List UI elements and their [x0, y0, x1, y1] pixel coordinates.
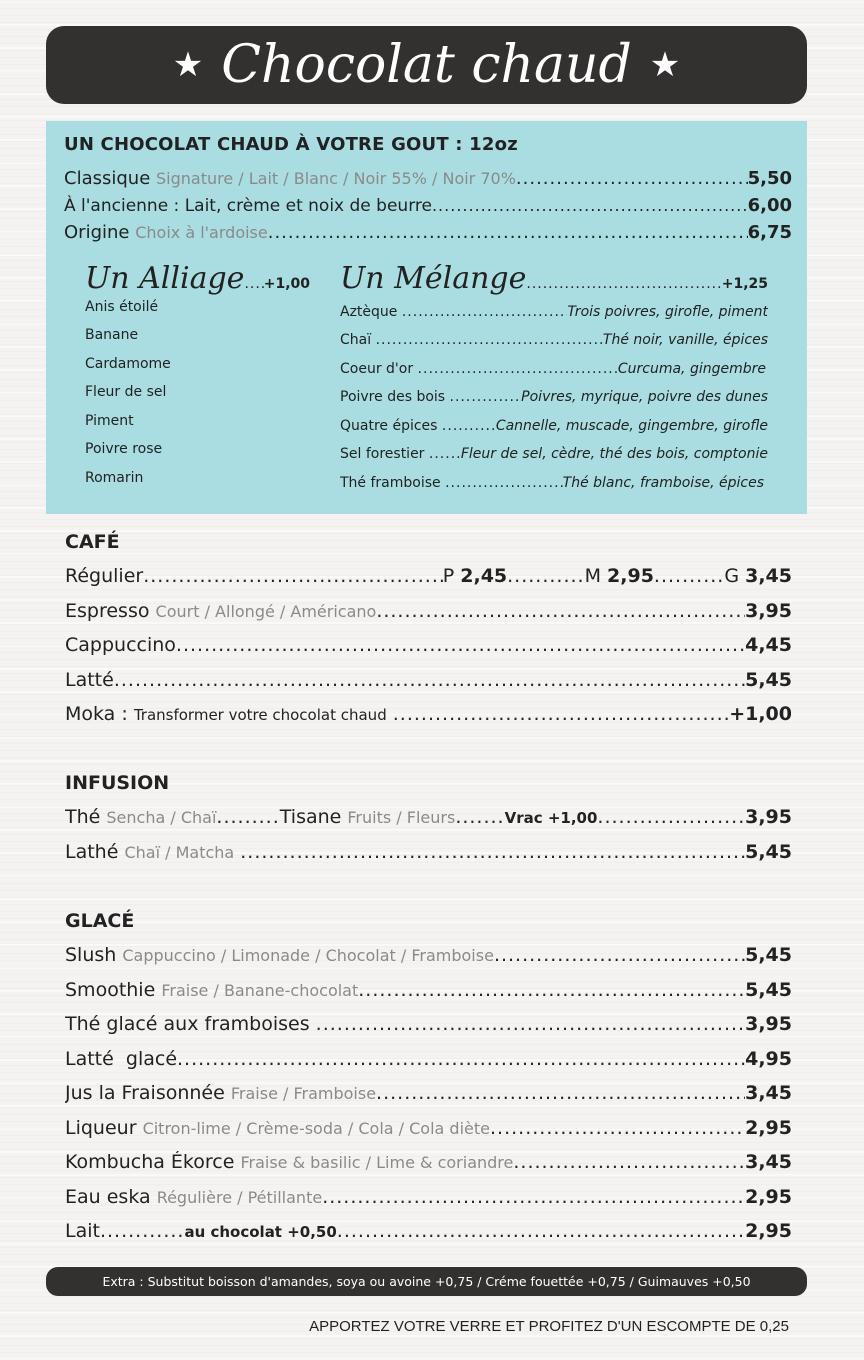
- dot-leader: [445, 475, 563, 491]
- item-options: Fraise & basilic / Lime & coriandre: [240, 1153, 514, 1172]
- dot-leader: ..........: [653, 565, 725, 587]
- item-price: +1,00: [729, 703, 792, 725]
- alliage-price: +1,00: [263, 276, 310, 292]
- menu-item-espresso: [65, 600, 792, 622]
- melange-item: [340, 389, 768, 405]
- item-name: Classique: [64, 168, 151, 189]
- menu-item-smoothie: [65, 979, 792, 1001]
- item-name: Liqueur: [65, 1117, 137, 1139]
- item-name: Kombucha Ékorce: [65, 1151, 235, 1173]
- size-label: G: [724, 565, 740, 587]
- item-price: 4,45: [745, 634, 792, 656]
- dot-leader: [316, 1013, 745, 1035]
- dot-leader: [376, 332, 603, 348]
- dot-leader: [494, 944, 745, 966]
- alliage-header: [85, 261, 310, 296]
- item-options: Fruits / Fleurs: [347, 808, 456, 827]
- dot-leader: [244, 276, 263, 292]
- item-options: Choix à l'ardoise: [135, 223, 268, 242]
- item-options: Fraise / Banane-chocolat: [161, 981, 359, 1000]
- item-options: Régulière / Pétillante: [156, 1188, 323, 1207]
- item-price: 5,45: [745, 944, 792, 966]
- item-name: À l'ancienne : Lait, crème et noix de beurre: [64, 196, 432, 216]
- alliage-title: Un Alliage: [85, 261, 245, 296]
- melange-item: [340, 418, 768, 434]
- item-price: 5,45: [745, 841, 792, 863]
- dot-leader: [240, 841, 745, 863]
- list-item: Cardamome: [85, 356, 171, 372]
- item-name: Slush: [65, 944, 117, 966]
- hot-chocolate-section: [46, 121, 807, 514]
- item-desc: Thé noir, vanille, épices: [602, 332, 768, 348]
- dot-leader: [526, 276, 721, 292]
- item-price: 2,95: [745, 1117, 792, 1139]
- menu-item-slush: [65, 944, 792, 966]
- star-icon: ★: [649, 45, 681, 85]
- item-price: 3,95: [745, 600, 792, 622]
- item-name: Origine: [64, 222, 130, 243]
- item-options: Fraise / Framboise: [230, 1084, 377, 1103]
- item-price: 5,45: [745, 669, 792, 691]
- menu-item-cappuccino: [65, 634, 792, 656]
- item-options: Sencha / Chaï: [106, 808, 217, 827]
- dot-leader: [143, 565, 443, 587]
- menu-item-origine: [64, 222, 792, 243]
- item-price: 6,00: [747, 195, 792, 216]
- dot-leader: [322, 1186, 745, 1208]
- item-name: Tisane: [279, 806, 342, 828]
- page-title: Chocolat chaud: [221, 35, 632, 95]
- item-name: Latté: [65, 669, 114, 691]
- menu-item-moka: [65, 703, 792, 725]
- menu-item-lathe: [65, 841, 792, 863]
- item-extra: au chocolat +0,50: [184, 1223, 337, 1241]
- dot-leader: [513, 1151, 745, 1173]
- item-price: 5,50: [747, 168, 792, 189]
- dot-leader: [429, 446, 461, 462]
- item-name: Latté glacé: [65, 1048, 178, 1070]
- item-name: Moka :: [65, 703, 128, 725]
- item-desc: Curcuma, gingembre: [617, 361, 766, 377]
- item-name: Thé framboise: [340, 475, 441, 491]
- item-price: 3,45: [745, 1082, 792, 1104]
- dot-leader: [268, 222, 748, 243]
- item-name: Smoothie: [65, 979, 156, 1001]
- melange-title: Un Mélange: [340, 261, 527, 296]
- item-desc: Fleur de sel, cèdre, thé des bois, comptonie: [460, 446, 768, 462]
- melange-item: [340, 475, 764, 491]
- menu-item-jus: [65, 1082, 792, 1104]
- dot-leader: [177, 1048, 745, 1070]
- item-name: Poivre des bois: [340, 389, 446, 405]
- item-name: Thé glacé aux framboises: [65, 1013, 310, 1035]
- dot-leader: [114, 669, 745, 691]
- menu-item-classique: [64, 168, 792, 189]
- melange-item: [340, 446, 768, 462]
- dot-leader: [176, 634, 745, 656]
- menu-item-the-glace: [65, 1013, 792, 1035]
- item-options: Signature / Lait / Blanc / Noir 55% / Noir 70%: [156, 169, 516, 188]
- item-desc: Thé blanc, framboise, épices: [562, 475, 764, 491]
- dot-leader: [450, 389, 522, 405]
- item-desc: Poivres, myrique, poivre des dunes: [521, 389, 768, 405]
- list-item: Piment: [85, 413, 134, 429]
- item-desc: Transformer votre chocolat chaud: [133, 706, 387, 724]
- menu-item-liqueur: [65, 1117, 792, 1139]
- dot-leader: [432, 196, 748, 215]
- extras-text: Extra : Substitut boisson d'amandes, soya ou avoine +0,75 / Créme fouettée +0,75 / Guimauves +0,50: [102, 1274, 751, 1289]
- item-options: Citron-lime / Crème-soda / Cola / Cola diète: [142, 1119, 490, 1138]
- dot-leader: [442, 418, 496, 434]
- menu-item-eau-eska: [65, 1186, 792, 1208]
- item-name: Quatre épices: [340, 418, 438, 434]
- dot-leader: ...........: [507, 565, 585, 587]
- melange-price: +1,25: [721, 276, 768, 292]
- dot-leader: [393, 703, 729, 725]
- menu-item-lait: [65, 1220, 792, 1242]
- size-label: M: [584, 565, 601, 587]
- melange-item: [340, 361, 766, 377]
- dot-leader: [337, 1220, 745, 1242]
- list-item: Anis étoilé: [85, 299, 159, 315]
- item-price: 5,45: [745, 979, 792, 1001]
- item-name: Lathé: [65, 841, 119, 863]
- item-desc: Trois poivres, girofle, piment: [567, 304, 768, 320]
- melange-header: [340, 261, 768, 296]
- menu-item-regulier: [65, 565, 792, 587]
- melange-item: [340, 304, 768, 320]
- menu-item-ancienne: [64, 195, 792, 216]
- size-label: P: [442, 565, 455, 587]
- item-desc: Cannelle, muscade, gingembre, girofle: [495, 418, 768, 434]
- item-price: 2,95: [745, 1186, 792, 1208]
- dot-leader: [402, 304, 567, 320]
- list-item: Poivre rose: [85, 441, 163, 457]
- menu-item-latte: [65, 669, 792, 691]
- vrac-label: Vrac +1,00: [504, 809, 598, 827]
- dot-leader: [376, 600, 745, 622]
- item-price: 2,45: [460, 565, 508, 587]
- item-price: 2,95: [607, 565, 654, 587]
- title-bar: [46, 26, 807, 104]
- cafe-heading: CAFÉ: [65, 531, 120, 553]
- menu-item-the: [65, 806, 792, 828]
- item-name: Jus la Fraisonnée: [65, 1082, 225, 1104]
- item-options: Court / Allongé / Américano: [155, 602, 377, 621]
- item-name: Cappuccino: [65, 634, 176, 656]
- item-name: Eau eska: [65, 1186, 151, 1208]
- item-price: 4,95: [745, 1048, 792, 1070]
- dot-leader: [516, 168, 748, 189]
- item-price: 6,75: [747, 222, 792, 243]
- item-name: Lait: [65, 1220, 100, 1242]
- dot-leader: ............: [99, 1220, 185, 1242]
- dot-leader: .........: [216, 806, 280, 828]
- item-name: Thé: [65, 806, 101, 828]
- dot-leader: [358, 979, 745, 1001]
- menu-item-latte-glace: [65, 1048, 792, 1070]
- dot-leader: [418, 361, 618, 377]
- item-options: Cappuccino / Limonade / Chocolat / Framboise: [122, 946, 494, 965]
- item-name: Coeur d'or: [340, 361, 414, 377]
- dot-leader: .......: [455, 806, 505, 828]
- hot-chocolate-heading: UN CHOCOLAT CHAUD À VOTRE GOUT : 12oz: [64, 134, 518, 155]
- list-item: Fleur de sel: [85, 384, 167, 400]
- item-name: Espresso: [65, 600, 150, 622]
- item-options: Chaï / Matcha: [124, 843, 235, 862]
- dot-leader: [490, 1117, 745, 1139]
- footer-note: APPORTEZ VOTRE VERRE ET PROFITEZ D'UN ESCOMPTE DE 0,25: [309, 1318, 789, 1335]
- menu-item-kombucha: [65, 1151, 792, 1173]
- item-name: Chaï: [340, 332, 372, 348]
- star-icon: ★: [172, 45, 204, 85]
- item-name: Sel forestier: [340, 446, 425, 462]
- infusion-heading: INFUSION: [65, 772, 170, 794]
- dot-leader: [597, 806, 745, 828]
- extras-banner: [46, 1267, 807, 1296]
- item-name: Aztèque: [340, 304, 398, 320]
- list-item: Banane: [85, 327, 139, 343]
- item-price: 3,45: [745, 565, 792, 587]
- dot-leader: [376, 1082, 745, 1104]
- item-price: 2,95: [745, 1220, 792, 1242]
- item-price: 3,95: [745, 806, 792, 828]
- melange-item: [340, 332, 768, 348]
- item-price: 3,95: [745, 1013, 792, 1035]
- glace-heading: GLACÉ: [65, 910, 135, 932]
- item-price: 3,45: [745, 1151, 792, 1173]
- item-name: Régulier: [65, 565, 144, 587]
- list-item: Romarin: [85, 470, 144, 486]
